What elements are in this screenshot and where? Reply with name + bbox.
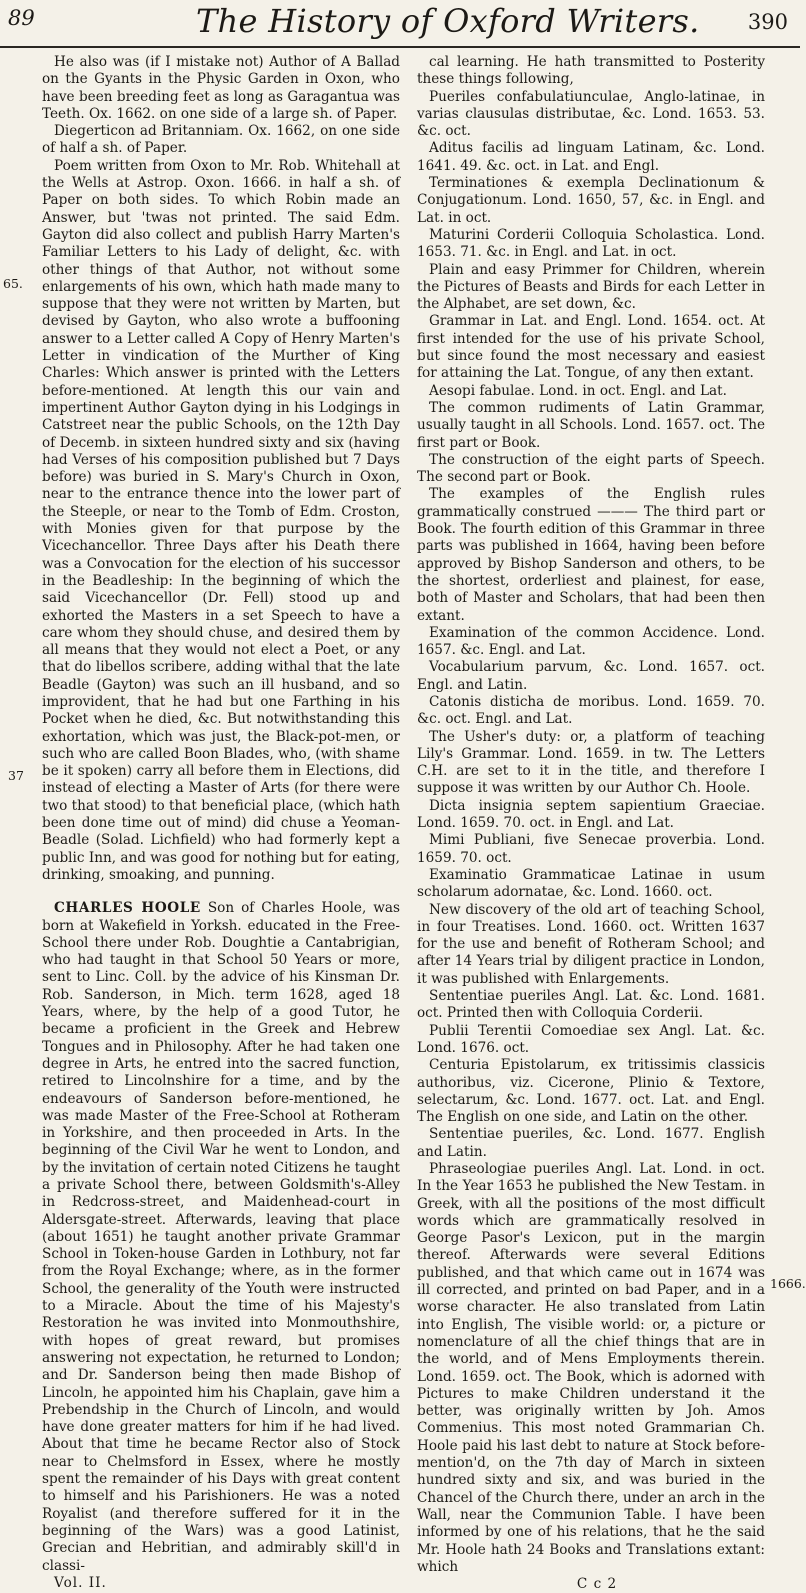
margin-note-65: 65. xyxy=(3,276,23,291)
right-paragraph: New discovery of the old art of teaching School, in four Treatises. Lond. 1660. oct. Written 1637 for the use and benefit of Rotheram School; and after 14 Years trial by diligent practice in London, it was published with Enlargements. xyxy=(417,901,765,987)
gathering-signature: C c 2 xyxy=(576,1576,618,1593)
right-paragraph: Sententiae pueriles, &c. Lond. 1677. English and Latin. xyxy=(417,1126,765,1160)
left-column xyxy=(42,54,400,1591)
margin-note-1666: 1666. xyxy=(770,1276,806,1291)
right-paragraph: Maturini Corderii Colloquia Scholastica. Lond. 1653. 71. &c. in Engl. and Lat. in oct. xyxy=(417,226,765,261)
right-paragraph: Mimi Publiani, five Senecae proverbia. Lond. 1659. 70. oct. xyxy=(417,832,765,866)
right-paragraph: Dicta insignia septem sapientium Graeciae. Lond. 1659. 70. oct. in Engl. and Lat. xyxy=(417,797,765,832)
right-paragraph: The Usher's duty: or, a platform of teaching Lily's Grammar. Lond. 1659. in tw. The Letters C.H. are set to it in the title, and therefore I suppose it was written by our Author Ch. Hoole. xyxy=(417,728,765,797)
right-paragraph: Grammar in Lat. and Engl. Lond. 1654. oct. At first intended for the use of his private School, but since found the most necessary and easiest for attaining the Lat. Tongue, of any then extant. xyxy=(417,313,765,382)
right-paragraph: Aesopi fabulae. Lond. in oct. Engl. and Lat. xyxy=(429,382,727,399)
author-name: CHARLES HOOLE xyxy=(54,900,201,917)
right-paragraph: The examples of the English rules grammatically construed ——— The third part or Book. The fourth edition of this Grammar in three parts was published in 1664, having been before approved by Bishop Sanderson and others, to be the shortest, orderliest and plainest, for ease, both of Master and Scholars, that had been then extant. xyxy=(417,486,765,624)
right-column xyxy=(417,54,765,1593)
left-paragraph: Poem written from Oxon to Mr. Rob. Whitehall at the Wells at Astrop. Oxon. 1666. in half a sh. of Paper on both sides. To which Robin made an Answer, but 'twas not printed. The said Edm. Gayton did also collect and publish Harry Marten's Familiar Letters to his Lady of delight, &c. with other things of that Author, not without some enlargements of his own, which hath made many to suppose that they were not written by Marten, but devised by Gayton, who also wrote a buffooning answer to a Letter called A Copy of Henry Marten's Letter in vindication of the Murther of King Charles: Which answer is printed with the Letters before-mentioned. At length this our vain and impertinent Author Gayton dying in his Lodgings in Catstreet near the public Schools, on the 12th Day of Decemb. in sixteen hundred sixty and six (having had Verses of his composition published but 7 Days before) was buried in S. Mary's Church in Oxon, near to the entrance thence into the lower part of the Steeple, or near to the Tomb of Edm. Croston, with Monies given for that purpose by the Vicechancellor. Three Days after his Death there was a Convocation for the election of his successor in the Beadleship: In the beginning of which the said Vicechancellor (Dr. Fell) stood up and exhorted the Masters in a set Speech to have a care whom they should chuse, and desired them by all means that they would not elect a Poet, or any that do libellos scribere, adding withal that the late Beadle (Gayton) was such an ill husband, and so improvident, that he had but one Farthing in his Pocket when he died, &c. But notwithstanding this exhortation, which was just, the Black-pot-men, or such who are called Boon Blades, who, (with shame be it spoken) carry all before them in Elections, did instead of electing a Master of Arts (for there were two that stood) to that beneficial place, (which hath been done time out of mind) did chuse a Yeoman-Beadle (Solad. Lichfield) who had formerly kept a public Inn, and was good for nothing but for eating, drinking, smoaking, and punning. xyxy=(42,157,400,883)
page-number-right: 390 xyxy=(747,10,788,34)
right-paragraph: Examination of the common Accidence. Lond. 1657. &c. Engl. and Lat. xyxy=(417,624,765,659)
page-number-left: 89 xyxy=(8,6,35,30)
hoole-entry xyxy=(42,900,400,1575)
left-paragraph: He also was (if I mistake not) Author of A Ballad on the Gyants in the Physic Garden in Oxon, who have been breeding feet as long as Garagantua was Teeth. Ox. 1662. on one side of a large sh. of Paper. xyxy=(42,54,400,122)
right-paragraph: Plain and easy Primmer for Children, wherein the Pictures of Beasts and Birds for each Letter in the Alphabet, are set down, &c. xyxy=(417,261,765,313)
page-header xyxy=(0,0,800,48)
right-paragraph: Pueriles confabulatiunculae, Anglo-latinae, in varias clausulas distributae, &c. Lond. 1653. 53. &c. oct. xyxy=(417,88,765,140)
right-paragraph: Centuria Epistolarum, ex tritissimis classicis authoribus, viz. Cicerone, Plinio & Textore, selectarum, &c. Lond. 1677. oct. Lat. and Engl. The English on one side, and Latin on the other. xyxy=(417,1057,765,1126)
right-paragraph: cal learning. He hath transmitted to Posterity these things following, xyxy=(417,54,765,88)
right-paragraph: Terminationes & exempla Declinationum & Conjugationum. Lond. 1650, 57, &c. in Engl. and Lat. in oct. xyxy=(417,175,765,226)
right-paragraph: Aditus facilis ad linguam Latinam, &c. Lond. 1641. 49. &c. oct. in Lat. and Engl. xyxy=(417,140,765,174)
right-paragraph: Catonis disticha de moribus. Lond. 1659. 70. &c. oct. Engl. and Lat. xyxy=(417,693,765,728)
right-paragraph: Publii Terentii Comoediae sex Angl. Lat. &c. Lond. 1676. oct. xyxy=(417,1022,765,1056)
hoole-entry-text: Son of Charles Hoole, was born at Wakefield in Yorksh. educated in the Free-School there under Rob. Doughtie a Cantabrigian, who had taught in that School 50 Years or more, sent to Linc. Coll. by the advice of his Kinsman Dr. Rob. Sanderson, in Mich. term 1628, aged 18 Years, where, by the help of a good Tutor, he became a proficient in the Greek and Hebrew Tongues and in Philosophy. After he had taken one degree in Arts, he entred into the sacred function, retired to Lincolnshire for a time, and by the endeavours of Sanderson before-mentioned, he was made Master of the Free-School at Rotheram in Yorkshire, and then proceeded in Arts. In the beginning of the Civil War he went to London, and by the invitation of certain noted Citizens he taught a private School there, between Goldsmith's-Alley in Redcross-street, and Maidenhead-court in Aldersgate-street. Afterwards, leaving that place (about 1651) he taught another private Grammar School in Token-house Garden in Lothbury, not far from the Royal Exchange; where, as in the former School, the generality of the Youth were instructed to a Miracle. About the time of his Majesty's Restoration he was invited into Monmouthshire, with hopes of great reward, but promises answering not expectation, he returned to London; and Dr. Sanderson being then made Bishop of Lincoln, he appointed him his Chaplain, gave him a Prebendship in the Church of Lincoln, and would have done greater matters for him if he had lived. About that time he became Rector also of Stock near to Chelmsford in Essex, where he mostly spent the remainder of his Days with great content to himself and his Parishioners. He was a noted Royalist (and therefore suffered for it in the beginning of the Wars) was a good Latinist, Grecian and Hebritian, and admirably skill'd in classi- xyxy=(42,900,400,1574)
right-paragraph: Phraseologiae pueriles Angl. Lat. Lond. in oct. In the Year 1653 he published the New Testam. in Greek, with all the positions of the most difficult words which are grammatically resolved in George Pasor's Lexicon, put in the margin thereof. Afterwards were several Editions published, and that which came out in 1674 was ill corrected, and printed on bad Paper, and in a worse character. He also translated from Latin into English, The visible world: or, a picture or nomenclature of all the chief things that are in the world, and of Mens Employments therein. Lond. 1659. oct. The Book, which is adorned with Pictures to make Children understand it the better, was originally written by Joh. Amos Commenius. This most noted Grammarian Ch. Hoole paid his last debt to nature at Stock before-mention'd, on the 7th day of March in sixteen hundred sixty and six, and was buried in the Chancel of the Church there, under an arch in the Wall, near the Communion Table. I have been informed by one of his relations, that he the said Mr. Hoole hath 24 Books and Translations extant: which xyxy=(417,1161,765,1575)
left-paragraph: Diegerticon ad Britanniam. Ox. 1662, on one side of half a sh. of Paper. xyxy=(42,123,400,157)
right-paragraph: The common rudiments of Latin Grammar, usually taught in all Schools. Lond. 1657. oct. The first part or Book. xyxy=(417,399,765,451)
volume-signature: Vol. II. xyxy=(54,1574,107,1591)
right-paragraph: The construction of the eight parts of Speech. The second part or Book. xyxy=(417,451,765,486)
right-paragraph: Vocabularium parvum, &c. Lond. 1657. oct. Engl. and Latin. xyxy=(417,659,765,693)
right-paragraph: Examinatio Grammaticae Latinae in usum scholarum adornatae, &c. Lond. 1660. oct. xyxy=(417,866,765,901)
running-title: The History of Oxford Writers. xyxy=(196,2,700,40)
right-paragraph: Sententiae pueriles Angl. Lat. &c. Lond. 1681. oct. Printed then with Colloquia Corderii. xyxy=(417,988,765,1022)
margin-note-37: 37 xyxy=(8,768,24,783)
